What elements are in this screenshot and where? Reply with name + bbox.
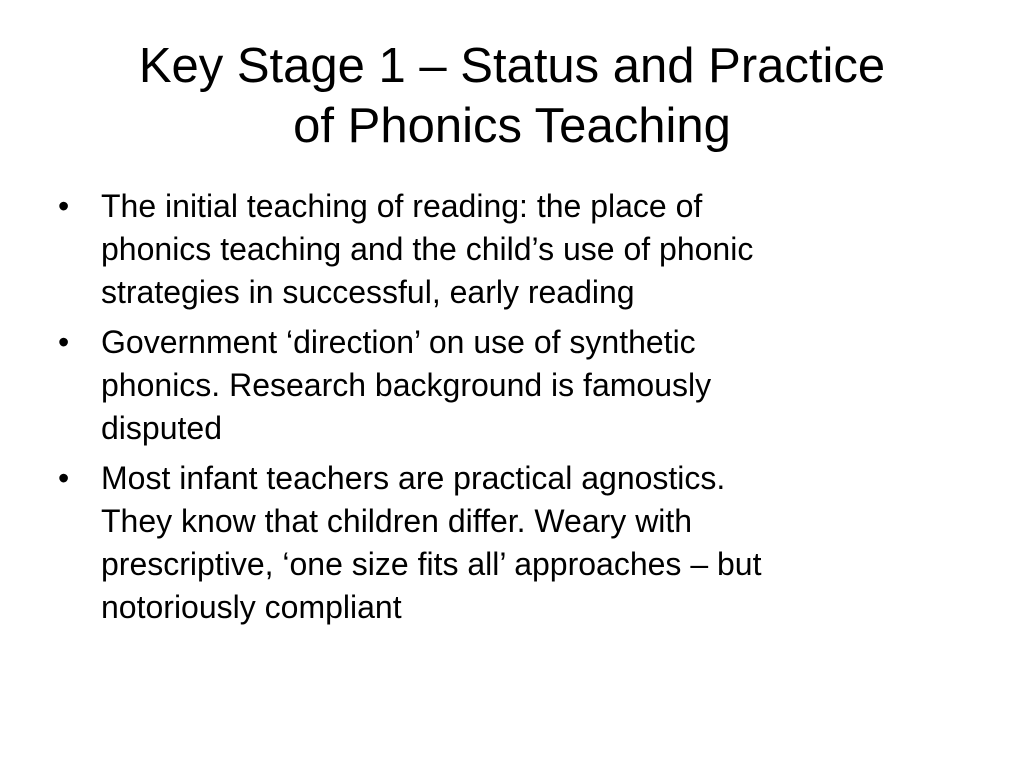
bullet-dot-icon: •: [58, 188, 70, 224]
bullet-item-1: [58, 185, 958, 314]
bullet-2-line-2: phonics. Research background is famously: [101, 367, 712, 403]
bullet-3-line-2: They know that children differ. Weary with: [101, 503, 693, 539]
bullet-1-line-2: phonics teaching and the child’s use of phonic: [101, 231, 754, 267]
bullet-list: [58, 185, 958, 636]
bullet-3-line-1: Most infant teachers are practical agnostics.: [101, 460, 726, 496]
bullet-1-line-3: strategies in successful, early reading: [101, 274, 635, 310]
bullet-item-2: [58, 321, 958, 450]
bullet-dot-icon: •: [58, 460, 70, 496]
bullet-2-line-3: disputed: [101, 410, 222, 446]
bullet-dot-icon: •: [58, 324, 70, 360]
bullet-3-line-4: notoriously compliant: [101, 589, 402, 625]
slide-title-line-1: Key Stage 1 – Status and Practice: [138, 39, 886, 93]
slide-title-line-2: of Phonics Teaching: [293, 99, 731, 153]
bullet-item-3: [58, 457, 958, 629]
slide-title: [40, 36, 984, 156]
bullet-2-line-1: Government ‘direction’ on use of synthetic: [101, 324, 696, 360]
bullet-3-line-3: prescriptive, ‘one size fits all’ approaches – but: [101, 546, 762, 582]
bullet-1-line-1: The initial teaching of reading: the place of: [101, 188, 703, 224]
